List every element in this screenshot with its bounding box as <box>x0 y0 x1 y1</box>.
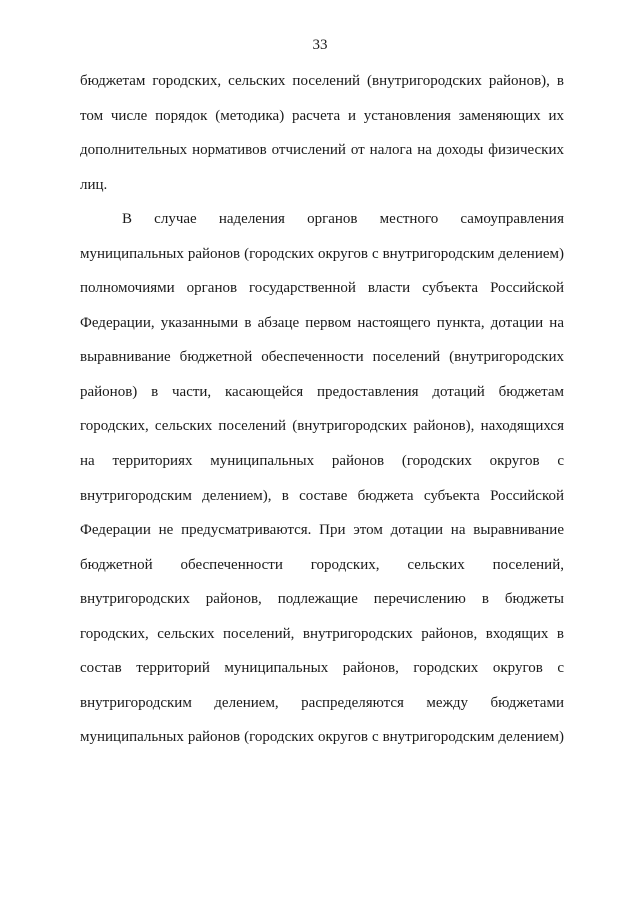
text-line: внутригородских районов, подлежащие перечислению в бюджеты <box>80 591 564 608</box>
text-line: том числе порядок (методика) расчета и установления заменяющих их <box>80 107 564 124</box>
paragraph-first-line: В случае наделения органов местного самоуправления <box>122 211 564 228</box>
document-body <box>80 71 564 762</box>
text-line: Федерации не предусматриваются. При этом дотации на выравнивание <box>80 522 564 539</box>
text-line: лиц. <box>80 176 108 193</box>
text-line: городских, сельских поселений (внутригородских районов), находящихся <box>80 418 564 435</box>
text-line: на территориях муниципальных районов (городских округов с <box>80 453 564 470</box>
text-line: внутригородским делением, распределяются между бюджетами <box>80 694 564 711</box>
text-line: бюджетной обеспеченности городских, сельских поселений, <box>80 556 564 573</box>
text-line: внутригородским делением), в составе бюджета субъекта Российской <box>80 487 564 504</box>
text-line: Федерации, указанными в абзаце первом настоящего пункта, дотации на <box>80 314 564 331</box>
text-line: состав территорий муниципальных районов, городских округов с <box>80 660 564 677</box>
text-line: выравнивание бюджетной обеспеченности поселений (внутригородских <box>80 349 564 366</box>
text-line: муниципальных районов (городских округов с внутригородским делением) <box>80 729 564 746</box>
text-line: полномочиями органов государственной власти субъекта Российской <box>80 280 564 297</box>
page-number: 33 <box>312 37 328 53</box>
text-line: бюджетам городских, сельских поселений (внутригородских районов), в <box>80 73 564 89</box>
text-line: городских, сельских поселений, внутригородских районов, входящих в <box>80 625 564 642</box>
text-line: муниципальных районов (городских округов с внутригородским делением) <box>80 245 564 262</box>
text-line: районов) в части, касающейся предоставления дотаций бюджетам <box>80 383 564 400</box>
text-line: дополнительных нормативов отчислений от налога на доходы физических <box>80 142 564 159</box>
